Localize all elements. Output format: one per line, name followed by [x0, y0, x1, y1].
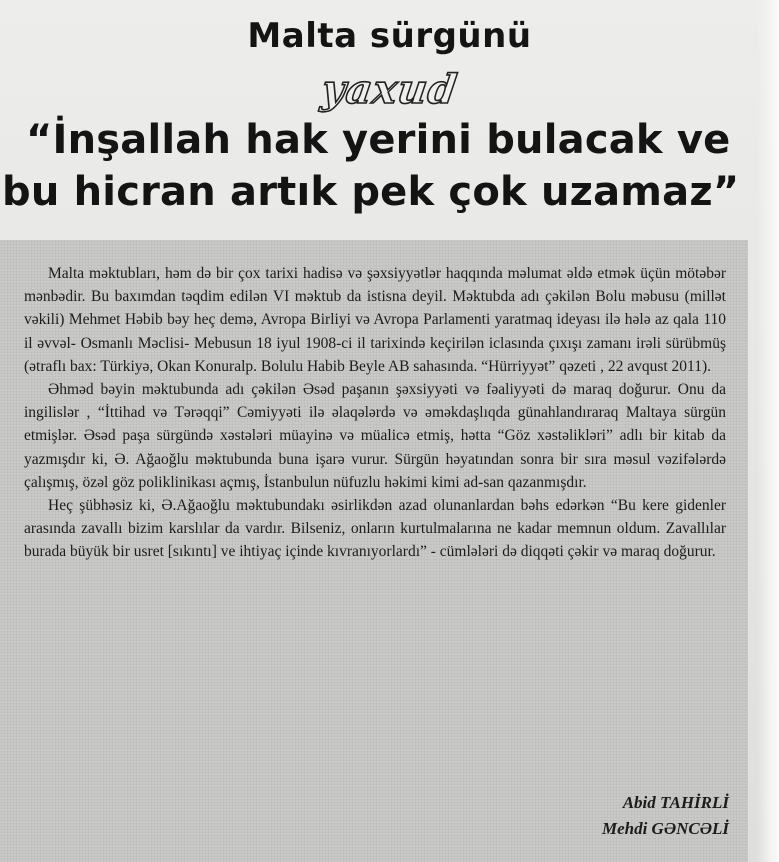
author-name: Mehdi GƏNCƏLİ — [601, 819, 729, 838]
article-subtitle: yaxud — [318, 66, 461, 113]
article-title: Malta sürgünü — [247, 16, 532, 56]
paragraph: Malta məktubları, həm də bir çox tarixi hadisə və şəxsiyyətlər haqqında məlumat əldə etmək üçün mötəbər mənbədir. Bu baxımdan təqdim edilən VI məktub da istisna deyil. Məktubda adı çəkilən Bolu məbusu (millət vəkili) Mehmet Həbib bəy heç demə, Avropa Birliyi və Avropa Parlamenti yaratmaq ideyası ilə hələ az qala 110 il əvvəl- Osmanlı Məclisi- Mebusun 18 iyul 1908-ci il tarixində keçirilən iclasında çıxışı zamanı irəli sürübmüş (ətraflı bax: Türkiyə, Okan Konuralp. Bolulu Habib Beyle AB sahasında. “Hürriyyət” qəzeti , 22 avqust 2011). — [24, 265, 726, 375]
paragraph: Əhməd bəyin məktubunda adı çəkilən Əsəd paşanın şəxsiyyəti və fəaliyyəti də maraq doğurur. Onu da ingilislər , “İttihad və Tərəqqi” Cəmiyyəti ilə əlaqələrdə və əməkdaşlıqda günahlandıraraq Maltaya sürgün etmişlər. Əsəd paşa sürgündə xəstələri müayinə və müalicə etmiş, hətta “Göz xəstəlikləri” adlı bir kitab da yazmışdır ki, Ə. Ağaoğlu məktubunda buna işarə vurur. Sürgün həyatından sonra bir sıra məsul vəzifələrdə çalışmış, özəl göz poliklinikası açmış, İstanbulun nüfuzlu həkimi kimi ad-san qazanmışdır. — [24, 381, 726, 491]
title-block — [0, 14, 779, 112]
article-headline — [0, 114, 779, 218]
article-body — [24, 262, 726, 564]
paragraph: Heç şübhəsiz ki, Ə.Ağaoğlu məktubundakı əsirlikdən azad olunanlardan bəhs edərkən “Bu kere gidenler arasında zavallı bizim karslılar da vardır. Bilseniz, onların kurtulmalarına ne kadar memnun oldum. Zavallılar burada büyük bir usret [sıkıntı] ve ihtiyaç içinde kıvranıyorlardı” - cümlələri də diqqəti çəkir və maraq doğurur. — [24, 497, 726, 561]
author-signature — [602, 790, 729, 842]
headline-line-1: “İnşallah hak yerini bulacak ve — [26, 117, 731, 163]
author-name: Abid TAHİRLİ — [622, 793, 729, 812]
headline-line-2: bu hicran artık pek çok uzamaz” — [2, 169, 740, 215]
